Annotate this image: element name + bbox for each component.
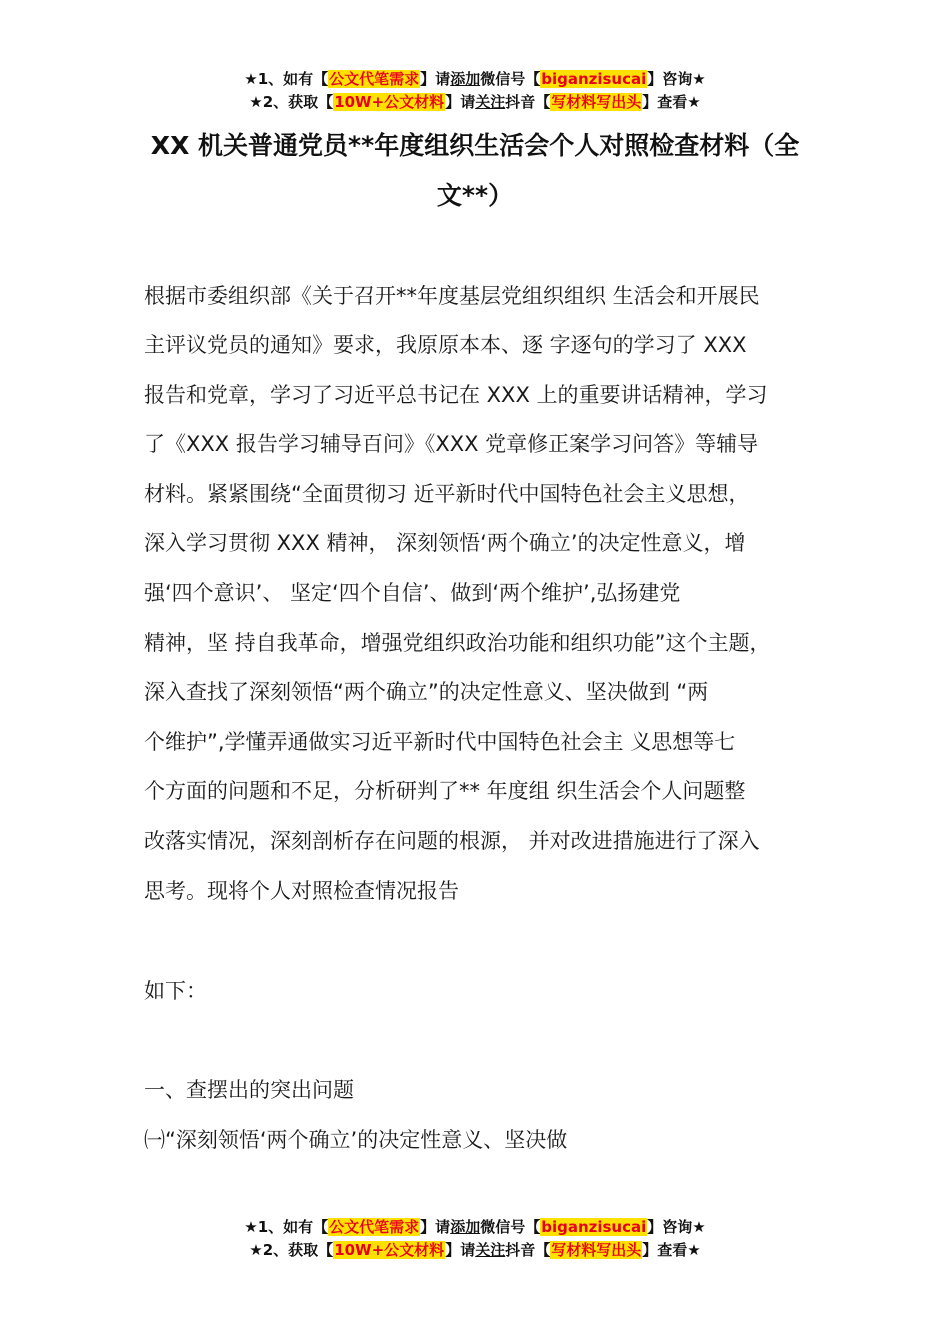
- banner-highlight: 写材料写出头: [551, 93, 642, 111]
- banner-text: 】请: [420, 70, 451, 88]
- banner-highlight: 写材料写出头: [551, 1241, 642, 1259]
- banner-line-2: [0, 91, 950, 114]
- paragraph-line: 根据市委组织部《关于召开**年度基层党组织组织 生活会和开展民: [144, 284, 760, 308]
- banner-underline: 添加: [450, 70, 481, 88]
- banner-text: ★1、如有【: [244, 70, 329, 88]
- as-follows-text: 如下：: [144, 979, 207, 1003]
- banner-line-1: [0, 68, 950, 91]
- paragraph-line: 主评议党员的通知》要求，我原原本本、逐 字逐句的学习了 XXX: [144, 333, 747, 357]
- paragraph-line: 深入查找了深刻领悟“两个确立”的决定性意义、坚决做到 “两: [144, 680, 709, 704]
- paragraph-line: 报告和党章，学习了习近平总书记在 XXX 上的重要讲话精神，学习: [144, 383, 768, 407]
- banner-text: 】查看★: [642, 1241, 701, 1259]
- banner-text: 】请: [420, 1218, 451, 1236]
- banner-highlight: 公文代笔需求: [329, 70, 420, 88]
- banner-text: ★2、获取【: [249, 93, 334, 111]
- banner-highlight: 公文代笔需求: [329, 1218, 420, 1236]
- banner-highlight: biganzisucai: [541, 70, 647, 88]
- banner-text: 微信号【: [480, 1218, 541, 1236]
- header-banner: [0, 68, 950, 114]
- paragraph-line: 个维护”,学懂弄通做实习近平新时代中国特色社会主 义思想等七: [144, 730, 736, 754]
- paragraph-line: 了《XXX 报告学习辅导百问》《XXX 党章修正案学习问答》等辅导: [144, 432, 759, 456]
- banner-highlight: 10W+公文材料: [334, 93, 445, 111]
- banner-text: 】咨询★: [647, 1218, 706, 1236]
- paragraph-line: 个方面的问题和不足，分析研判了** 年度组 织生活会个人问题整: [144, 779, 746, 803]
- banner-text: 】咨询★: [647, 70, 706, 88]
- banner-text: 】查看★: [642, 93, 701, 111]
- banner-highlight: biganzisucai: [541, 1218, 647, 1236]
- document-title-line-1: XX 机关普通党员**年度组织生活会个人对照检查材料（全: [150, 131, 800, 160]
- banner-text: 】请: [445, 93, 476, 111]
- section-heading: 一、查摆出的突出问题: [144, 1078, 354, 1102]
- paragraph-line: 改落实情况，深刻剖析存在问题的根源， 并对改进措施进行了深入: [144, 829, 760, 853]
- document-title-line-2: 文**）: [436, 181, 514, 210]
- paragraph-line: 思考。现将个人对照检查情况报告: [144, 879, 459, 903]
- subsection-heading: ㈠“深刻领悟‘两个确立’的决定性意义、坚决做: [144, 1128, 568, 1152]
- banner-underline: 关注: [475, 93, 506, 111]
- banner-line-1: [0, 1216, 950, 1239]
- banner-underline: 添加: [450, 1218, 481, 1236]
- paragraph-line: 强‘四个意识’、 坚定‘四个自信’、做到‘两个维护’,弘扬建党: [144, 581, 681, 605]
- paragraph-line: 精神，坚 持自我革命，增强党组织政治功能和组织功能”这个主题，: [144, 631, 771, 655]
- banner-line-2: [0, 1239, 950, 1262]
- banner-text: 微信号【: [480, 70, 541, 88]
- paragraph-line: 材料。紧紧围绕“全面贯彻习 近平新时代中国特色社会主义思想，: [144, 482, 750, 506]
- banner-highlight: 10W+公文材料: [334, 1241, 445, 1259]
- banner-underline: 关注: [475, 1241, 506, 1259]
- banner-text: 抖音【: [505, 93, 551, 111]
- banner-text: 抖音【: [505, 1241, 551, 1259]
- banner-text: ★1、如有【: [244, 1218, 329, 1236]
- paragraph-line: 深入学习贯彻 XXX 精神， 深刻领悟‘两个确立’的决定性意义，增: [144, 531, 746, 555]
- banner-text: 】请: [445, 1241, 476, 1259]
- banner-text: ★2、获取【: [249, 1241, 334, 1259]
- footer-banner: [0, 1216, 950, 1262]
